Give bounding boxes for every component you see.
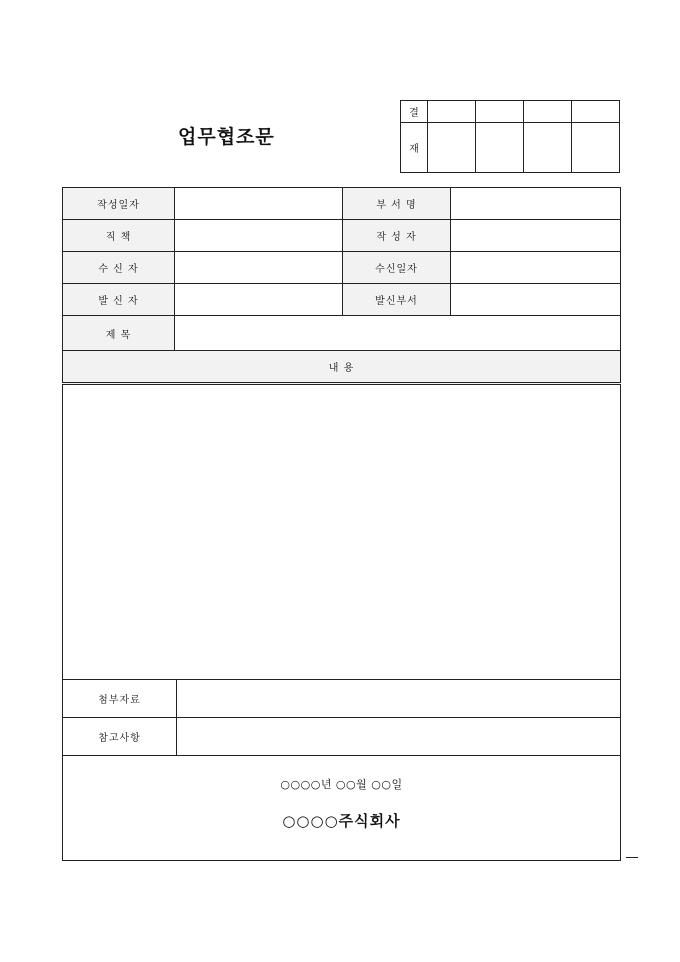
- approval-label-top: 결: [401, 101, 428, 123]
- attachments-field[interactable]: [177, 680, 621, 718]
- approval-signer-1-sign[interactable]: [428, 123, 476, 173]
- received-date-field[interactable]: [451, 252, 621, 284]
- label-subject: 제 목: [63, 316, 175, 351]
- recipient-field[interactable]: [175, 252, 343, 284]
- approval-signer-4-sign[interactable]: [572, 123, 620, 173]
- label-department: 부 서 명: [343, 188, 451, 220]
- label-notes: 참고사항: [63, 718, 177, 756]
- cooperation-form: [62, 187, 621, 861]
- label-recipient: 수 신 자: [63, 252, 175, 284]
- label-position: 직 책: [63, 220, 175, 252]
- department-field[interactable]: [451, 188, 621, 220]
- label-sender: 발 신 자: [63, 284, 175, 316]
- corner-mark: [626, 857, 638, 858]
- label-attachments: 첨부자료: [63, 680, 177, 718]
- approval-signer-4-title[interactable]: [572, 101, 620, 123]
- approval-box: [400, 100, 620, 173]
- author-field[interactable]: [451, 220, 621, 252]
- approval-signer-3-sign[interactable]: [524, 123, 572, 173]
- approval-signer-2-sign[interactable]: [476, 123, 524, 173]
- sender-field[interactable]: [175, 284, 343, 316]
- label-content: 내 용: [63, 351, 621, 384]
- issue-date: ○○○○년 ○○월 ○○일: [280, 778, 403, 791]
- approval-signer-3-title[interactable]: [524, 101, 572, 123]
- content-area[interactable]: [63, 384, 621, 680]
- sending-dept-field[interactable]: [451, 284, 621, 316]
- label-author: 작 성 자: [343, 220, 451, 252]
- label-sending-dept: 발신부서: [343, 284, 451, 316]
- position-field[interactable]: [175, 220, 343, 252]
- label-received-date: 수신일자: [343, 252, 451, 284]
- company-name: ○○○○주식회사: [282, 812, 401, 830]
- subject-field[interactable]: [175, 316, 621, 351]
- signature-block: [63, 756, 621, 861]
- approval-label-bottom: 재: [401, 123, 428, 173]
- document-title: 업무협조문: [178, 126, 275, 148]
- label-created-date: 작성일자: [63, 188, 175, 220]
- approval-signer-2-title[interactable]: [476, 101, 524, 123]
- created-date-field[interactable]: [175, 188, 343, 220]
- approval-signer-1-title[interactable]: [428, 101, 476, 123]
- notes-field[interactable]: [177, 718, 621, 756]
